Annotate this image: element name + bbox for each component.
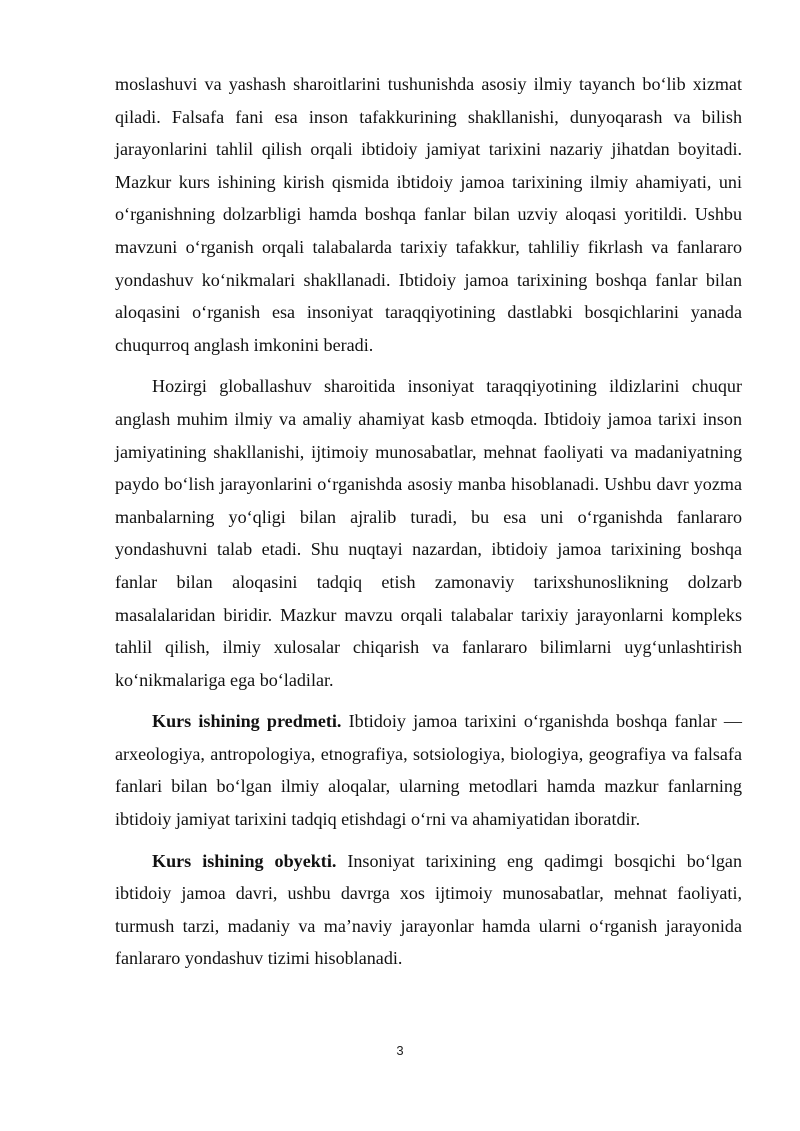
paragraph-text: Hozirgi globallashuv sharoitida insoniyat taraqqiyotining ildizlarini chuqur anglash muhim ilmiy va amaliy ahamiyat kasb etmoqda. Ibtidoiy jamoa tarixi inson jamiyatining shakllanishi, ijtimoiy munosabatlar, mehnat faoliyati va madaniyatning paydo bo‘lish jarayonlarini o‘rganishda asosiy manba hisoblanadi. Ushbu davr yozma manbalarning yo‘qligi bilan ajralib turadi, bu esa uni o‘rganishda fanlararo yondashuvni talab etadi. Shu nuqtayi nazardan, ibtidoiy jamoa tarixining boshqa fanlar bilan aloqasini tadqiq etish zamonaviy tarixshunoslikning dolzarb masalalaridan biridir. Mazkur mavzu orqali talabalar tarixiy jarayonlarni kompleks tahlil qilish, ilmiy xulosalar chiqarish va fanlararo bilimlarni uyg‘unlashtirish ko‘nikmalariga ega bo‘ladilar. bbox=[115, 376, 742, 690]
page-number: 3 bbox=[396, 1043, 404, 1058]
paragraph-heading: Kurs ishining predmeti. bbox=[152, 711, 342, 732]
paragraph-subject bbox=[115, 705, 742, 835]
paragraph-text: Insoniyat tarixining eng qadimgi bosqichi bo‘lgan ibtidoiy jamoa davri, ushbu davrga xos ijtimoiy munosabatlar, mehnat faoliyati, turmush tarzi, madaniy va ma’naviy jarayonlar hamda ularni o‘rganish jarayonida fanlararo yondashuv tizimi hisoblanadi. bbox=[115, 850, 742, 969]
paragraph-heading: Kurs ishining obyekti. bbox=[152, 850, 337, 871]
paragraph-text: Ibtidoiy jamoa tarixini o‘rganishda boshqa fanlar — arxeologiya, antropologiya, etnografiya, sotsiologiya, biologiya, geografiya va falsafa fanlari bilan bo‘lgan ilmiy aloqalar, ularning metodlari hamda mazkur fanlarning ibtidoiy jamiyat tarixini tadqiq etishdagi o‘rni va ahamiyatidan iboratdir. bbox=[115, 711, 743, 830]
paragraph-globalization bbox=[115, 370, 742, 696]
paragraph-text: moslashuvi va yashash sharoitlarini tushunishda asosiy ilmiy tayanch bo‘lib xizmat qiladi. Falsafa fani esa inson tafakkurining shakllanishi, dunyoqarash va bilish jarayonlarini tahlil qilish orqali ibtidoiy jamiyat tarixini nazariy jihatdan boyitadi. Mazkur kurs ishining kirish qismida ibtidoiy jamoa tarixining ilmiy ahamiyati, uni o‘rganishning dolzarbligi hamda boshqa fanlar bilan uzviy aloqasi yoritildi. Ushbu mavzuni o‘rganish orqali talabalarda tarixiy tafakkur, tahliliy fikrlash va fanlararo yondashuv ko‘nikmalari shakllanadi. Ibtidoiy jamoa tarixining boshqa fanlar bilan aloqasini o‘rganish esa insoniyat taraqqiyotining dastlabki bosqichlarini yanada chuqurroq anglash imkonini beradi. bbox=[115, 74, 742, 355]
paragraph-object bbox=[115, 845, 742, 975]
paragraph-continuation bbox=[115, 68, 742, 361]
